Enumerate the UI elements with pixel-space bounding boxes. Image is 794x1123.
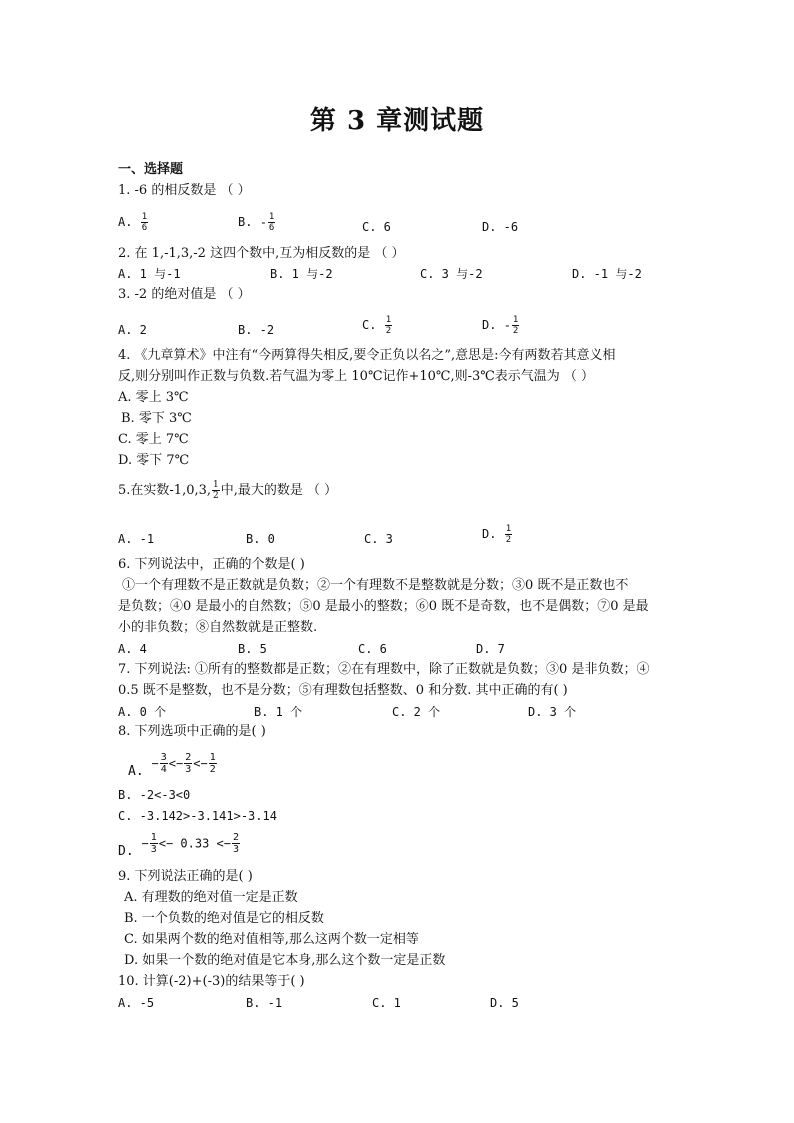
q7-option-d: D. 3 个 xyxy=(528,705,577,719)
fraction: $\frac{3}{4}$ xyxy=(160,752,167,775)
fraction: $\frac{1}{2}$ xyxy=(512,315,519,336)
question-1-stem: 1. -6 的相反数是 （ ） xyxy=(118,183,251,198)
q1-option-d: D. -6 xyxy=(482,220,519,234)
q8-option-a: A. − $\frac{3}{4}$ <− $\frac{2}{3}$ <− $\frac{1}{2}$ xyxy=(128,752,216,779)
q10-option-b: B. -1 xyxy=(246,996,283,1010)
question-2-stem: 2. 在 1,-1,3,-2 这四个数中,互为相反数的是 （ ） xyxy=(118,246,405,261)
question-5-stem: 5.在实数-1,0,3, $\frac{1}{2}$ 中,最大的数是 （ ） xyxy=(118,480,338,501)
section-heading: 一、选择题 xyxy=(118,162,184,177)
question-8-stem: 8. 下列选项中正确的是( ) xyxy=(118,724,266,739)
q6-option-b: B. 5 xyxy=(238,642,267,656)
q4-option-b: B. 零下 3℃ xyxy=(121,411,192,426)
page-title: 第 3 章测试题 xyxy=(309,106,485,136)
q5-option-a: A. -1 xyxy=(118,532,155,546)
question-7-line-2: 0.5 既不是整数，也不是分数；⑤有理数包括整数、0 和分数. 其中正确的有( ) xyxy=(118,683,568,698)
q10-option-c: C. 1 xyxy=(372,996,401,1010)
q3-option-c: C. $\frac{1}{2}$ xyxy=(362,315,392,336)
fraction: $\frac{1}{2}$ xyxy=(213,480,219,501)
q5-option-d: D. $\frac{1}{2}$ xyxy=(482,524,512,545)
fraction: $\frac{1}{6}$ xyxy=(268,212,275,233)
question-6-body-3: 小的非负数；⑧自然数就是正整数. xyxy=(118,620,318,635)
q4-option-c: C. 零上 7℃ xyxy=(118,432,189,447)
fraction: $\frac{2}{3}$ xyxy=(185,752,192,775)
fraction: $\frac{1}{2}$ xyxy=(505,524,512,545)
question-3-stem: 3. -2 的绝对值是 （ ） xyxy=(118,287,251,302)
q9-option-a: A. 有理数的绝对值一定是正数 xyxy=(124,890,298,905)
q5-option-b: B. 0 xyxy=(246,532,275,546)
q7-option-b: B. 1 个 xyxy=(254,705,303,719)
question-9-stem: 9. 下列说法正确的是( ) xyxy=(118,869,253,884)
q2-option-a: A. 1 与-1 xyxy=(118,267,181,281)
question-4-line-2: 反,则分别叫作正数与负数.若气温为零上 10℃记作+10℃,则-3℃表示气温为 （ ） xyxy=(118,369,595,384)
fraction: $\frac{1}{2}$ xyxy=(209,752,216,775)
q2-option-d: D. -1 与-2 xyxy=(572,267,642,281)
q2-option-c: C. 3 与-2 xyxy=(420,267,483,281)
q4-option-d: D. 零下 7℃ xyxy=(118,453,190,468)
q3-option-a: A. 2 xyxy=(118,323,147,337)
q9-option-d: D. 如果一个数的绝对值是它本身,那么这个数一定是正数 xyxy=(124,953,446,968)
question-10-stem: 10. 计算(-2)+(-3)的结果等于( ) xyxy=(118,974,305,989)
fraction: $\frac{1}{6}$ xyxy=(141,212,148,233)
q3-option-b: B. -2 xyxy=(238,323,275,337)
question-6-body-2: 是负数；④0 是最小的自然数；⑤0 是最小的整数；⑥0 既不是奇数，也不是偶数；⑦0 是最 xyxy=(118,599,649,614)
question-6-stem: 6. 下列说法中，正确的个数是( ) xyxy=(118,557,305,572)
q5-option-c: C. 3 xyxy=(364,532,393,546)
q10-option-d: D. 5 xyxy=(490,996,519,1010)
fraction: $\frac{1}{2}$ xyxy=(385,315,392,336)
fraction: $\frac{2}{3}$ xyxy=(233,832,240,855)
q4-option-a: A. 零上 3℃ xyxy=(118,390,189,405)
question-6-body-1: ①一个有理数不是正数就是负数；②一个有理数不是整数就是分数；③0 既不是正数也不 xyxy=(122,578,629,593)
q6-option-c: C. 6 xyxy=(358,642,387,656)
q7-option-c: C. 2 个 xyxy=(392,705,441,719)
q8-option-b: B. -2<-3<0 xyxy=(118,788,191,802)
q9-option-c: C. 如果两个数的绝对值相等,那么这两个数一定相等 xyxy=(124,932,419,947)
q1-option-c: C. 6 xyxy=(362,220,391,234)
q8-option-d: D. − $\frac{1}{3}$ <− 0.33 <− $\frac{2}{3}$ xyxy=(118,832,240,859)
q7-option-a: A. 0 个 xyxy=(118,705,167,719)
q6-option-d: D. 7 xyxy=(476,642,505,656)
q1-option-a: A. $\frac{1}{6}$ xyxy=(118,212,148,233)
q9-option-b: B. 一个负数的绝对值是它的相反数 xyxy=(124,911,324,926)
q2-option-b: B. 1 与-2 xyxy=(270,267,333,281)
q3-option-d: D. - $\frac{1}{2}$ xyxy=(482,315,519,336)
fraction: $\frac{1}{3}$ xyxy=(150,832,157,855)
q8-option-c: C. -3.142>-3.141>-3.14 xyxy=(118,809,277,823)
question-7-line-1: 7. 下列说法: ①所有的整数都是正数；②在有理数中，除了正数就是负数；③0 是非负数；④ xyxy=(118,662,650,677)
q10-option-a: A. -5 xyxy=(118,996,155,1010)
q1-option-b: B. - $\frac{1}{6}$ xyxy=(238,212,275,233)
q6-option-a: A. 4 xyxy=(118,642,147,656)
question-4-line-1: 4. 《九章算术》中注有“今两算得失相反,要令正负以名之”,意思是:今有两数若其意义相 xyxy=(118,348,616,363)
